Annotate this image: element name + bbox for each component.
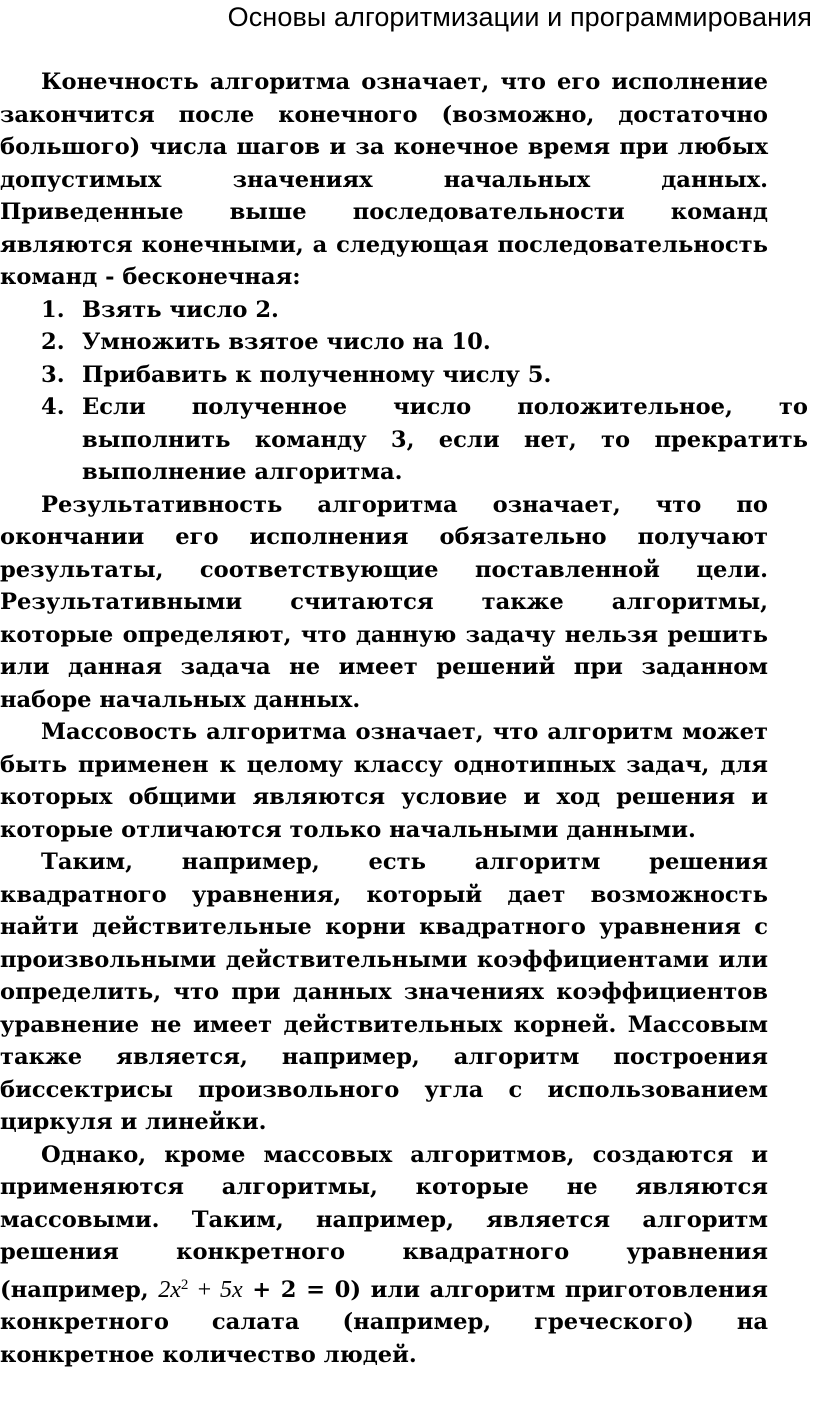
paragraph-example: Таким, например, есть алгоритм решения квадратного уравнения, который дает возможность найти действительные корни квадратного уравнения с произвольными действительными коэффициентами или определить, что при данных значениях коэффициентов уравнение не имеет действительных корней. Массовым также является, например, алгоритм построения биссектрисы произвольного угла с использованием циркуля и линейки. [0, 849, 768, 1135]
list-item [0, 294, 808, 327]
formula-term-3: + 2 = 0 [242, 1276, 351, 1303]
formula-term-1: 2x [158, 1276, 181, 1303]
list-item [0, 326, 808, 359]
list-item-text: Взять число 2. [82, 296, 279, 323]
paragraph-effectiveness: Результативность алгоритма означает, что по окончании его исполнения обязательно получают результаты, соответствующие поставленной цели. Результативными считаются также алгоритмы, которые определяют, что данную задачу нельзя решить или данная задача не имеет решений при заданном наборе начальных данных. [0, 491, 768, 713]
paragraph-non-mass [0, 1139, 768, 1372]
steps-list [0, 294, 808, 489]
list-item-text: Прибавить к полученному числу 5. [82, 361, 552, 388]
list-item [0, 359, 808, 392]
list-item-number: 2. [41, 329, 65, 355]
list-item-number: 4. [41, 394, 65, 420]
non-mass-text-after: ) или алгоритм приготовления конкретного салата (например, греческого) на конкретное количество людей. [0, 1276, 768, 1368]
paragraph-massiveness: Массовость алгоритма означает, что алгоритм может быть применен к целому классу однотипных задач, для которых общими являются условие и ход решения и которые отличаются только начальными данными. [0, 719, 768, 843]
formula-exponent: 2 [180, 1276, 189, 1293]
formula-term-2: + 5x [188, 1276, 243, 1303]
page-header: Основы алгоритмизации и программирования [227, 2, 812, 32]
list-item-text: Умножить взятое число на 10. [82, 329, 491, 355]
document-body [0, 66, 808, 1371]
list-item-text: Если полученное число положительное, то выполнить команду 3, если нет, то прекратить выполнение алгоритма. [82, 394, 808, 485]
list-item-number: 1. [41, 296, 65, 323]
non-mass-text-before: Однако, кроме массовых алгоритмов, создаются и применяются алгоритмы, которые не являются массовыми. Таким, например, является алгоритм решения конкретного квадратного уравнения (например, [0, 1141, 768, 1303]
list-item [0, 391, 808, 489]
paragraph-finiteness: Конечность алгоритма означает, что его исполнение закончится после конечного (возможно, достаточно большого) числа шагов и за конечное время при любых допустимых значениях начальных данных. Приведенные выше последовательности команд являются конечными, а следующая последовательность команд - бесконечная: [0, 69, 768, 290]
list-item-number: 3. [41, 361, 65, 388]
quadratic-equation [158, 1277, 350, 1303]
